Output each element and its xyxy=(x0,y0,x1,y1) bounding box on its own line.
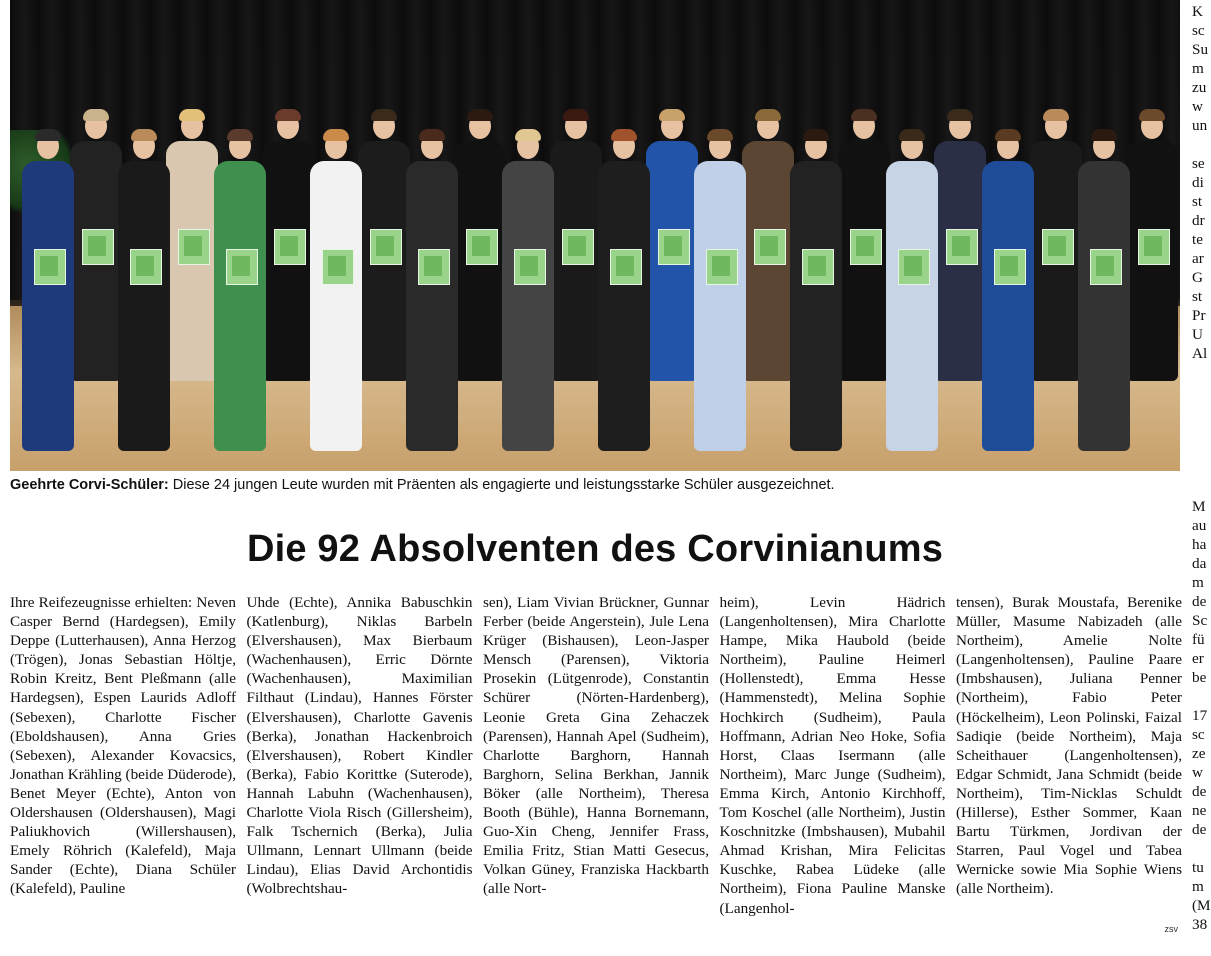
student-figure xyxy=(20,129,76,451)
adjacent-article-edge xyxy=(1192,0,1211,956)
edge-fragment: Pr xyxy=(1192,307,1206,324)
edge-fragment: M xyxy=(1192,498,1206,515)
certificate-icon xyxy=(658,229,690,265)
edge-fragment: ar xyxy=(1192,250,1204,267)
edge-fragment: er xyxy=(1192,650,1204,667)
student-figure xyxy=(500,129,556,451)
edge-fragments-bottom xyxy=(1192,497,1211,934)
student-figure xyxy=(404,129,460,451)
edge-fragment: Su xyxy=(1192,41,1209,58)
caption-bold-lead: Geehrte Corvi-Schüler: xyxy=(10,477,169,493)
certificate-icon xyxy=(226,249,258,285)
edge-fragment: sc xyxy=(1192,22,1205,39)
edge-fragment: tu xyxy=(1192,859,1204,876)
certificate-icon xyxy=(754,229,786,265)
edge-fragment: 17 xyxy=(1192,707,1208,724)
certificate-icon xyxy=(706,249,738,285)
article-headline: Die 92 Absolventen des Corvinianums xyxy=(246,528,944,570)
student-figure xyxy=(1076,129,1132,451)
certificate-icon xyxy=(1090,249,1122,285)
article-column-5: tensen), Burak Moustafa, Berenike Müller, Masume Nabizadeh (alle Northeim), Amelie Nolte (Langenholtensen), Pauline Paare (Imbshausen), Juliana Penner (Northeim), Fabio Peter (Höckelheim), Leon Polinski, Faizal Sadiqie (beide Northeim), Maja Scheithauer (Langenholtensen), Edgar Schmidt, Jana Schmidt (beide Northeim), Tim-Nicklas Schuldt (Hillerse), Esther Sommer, Kaan Bartu Türkmen, Jordivan der Starren, Paul Vogel und Tabea Wernicke sowie Mia Sophie Wiens (alle Northeim). xyxy=(956,594,1182,898)
edge-fragment: au xyxy=(1192,517,1207,534)
student-figure xyxy=(980,129,1036,451)
certificate-icon xyxy=(898,249,930,285)
edge-fragment xyxy=(1192,687,1211,706)
edge-fragment: dr xyxy=(1192,212,1205,229)
edge-fragment: de xyxy=(1192,783,1207,800)
edge-fragment: U xyxy=(1192,326,1203,343)
edge-fragment: de xyxy=(1192,593,1207,610)
edge-fragment: de xyxy=(1192,821,1207,838)
article-column-1: Ihre Reifezeugnisse erhielten: Neven Casper Bernd (Hardegsen), Emily Deppe (Lutterhausen), Anna Herzog (Trögen), Jonas Sebastian Höltje, Robin Kreitz, Bent Pleßmann (alle Hardegsen), Espen Laurids Adloff (Sebexen), Charlotte Fischer (Eboldshausen), Anna Gries (Sebexen), Alexander Kovacsics, Jonathan Krähling (beide Düderode), Benet Meyer (Echte), Anton von Oldershausen (Oldershausen), Magi Paliukhovich (Willershausen), Emely Röhrich (Kalefeld), Maja Sander (Echte), Diana Schüler (Kalefeld), Pauline xyxy=(10,594,236,898)
article-column-3: sen), Liam Vivian Brückner, Gunnar Ferber (beide Angerstein), Jule Lena Krüger (Bishausen), Leon-Jasper Mensch (Parensen), Viktoria Prosekin (Lütgenrode), Constantin Schürer (Nörten-Hardenberg), Leonie Greta Gina Zehaczek (Parensen), Hannah Apel (Sudheim), Charlotte Barghorn, Hannah Barghorn, Selina Berkhan, Jannik Böker (alle Northeim), Theresa Booth (Bühle), Hanna Bornemann, Guo-Xin Cheng, Jennifer Frass, Emilia Fritz, Stian Matti Gesecus, Volkan Güney, Franziska Hackbarth (alle Nort- xyxy=(483,594,709,898)
article-body xyxy=(10,593,1182,943)
edge-fragment: 38 xyxy=(1192,916,1208,933)
certificate-icon xyxy=(802,249,834,285)
edge-fragment: (M xyxy=(1192,897,1211,914)
student-figure xyxy=(596,129,652,451)
certificate-icon xyxy=(610,249,642,285)
agency-mark: zsv xyxy=(1164,924,1178,934)
edge-fragment: un xyxy=(1192,117,1208,134)
student-figure xyxy=(308,129,364,451)
edge-fragment: Al xyxy=(1192,345,1208,362)
certificate-icon xyxy=(82,229,114,265)
student-figure xyxy=(116,129,172,451)
edge-fragment: m xyxy=(1192,60,1204,77)
edge-fragment: Sc xyxy=(1192,612,1208,629)
edge-fragment: be xyxy=(1192,669,1207,686)
edge-fragment xyxy=(1192,839,1211,858)
edge-fragment: G xyxy=(1192,269,1203,286)
certificate-icon xyxy=(994,249,1026,285)
certificate-icon xyxy=(850,229,882,265)
certificate-icon xyxy=(514,249,546,285)
edge-fragment: ne xyxy=(1192,802,1207,819)
edge-fragment: sc xyxy=(1192,726,1205,743)
article-column-2: Uhde (Echte), Annika Babuschkin (Katlenburg), Niklas Barbeln (Elvershausen), Max Bierbaum (Wachenhausen), Erric Dörnte (Wachenhausen), Maximilian Filthaut (Lindau), Hannes Förster (Elvershausen), Charlotte Gavenis (Berka), Jonathan Hackenbroich (Elvershausen), Robert Kindler (Berka), Fabio Korittke (Suterode), Hannah Labuhn (Wachenhausen), Charlotte Viola Risch (Gillersheim), Falk Tschernich (Berka), Julia Ullmann, Lennart Ullmann (beide Lindau), Elias David Archontidis (Wolbrechtshau- xyxy=(246,594,473,898)
edge-fragment: fü xyxy=(1192,631,1205,648)
edge-fragment: st xyxy=(1192,193,1203,210)
certificate-icon xyxy=(322,249,354,285)
article-column-4: heim), Levin Hädrich (Langenholtensen), Mira Charlotte Hampe, Mika Haubold (beide Northeim), Pauline Heimerl (Hollenstedt), Emma Hesse (Hammenstedt), Melina Sophie Hochkirch (Sudheim), Paula Hoffmann, Adrian Neo Hoke, Sofia Horst, Claas Isermann (alle Northeim), Marc Junge (Sudheim), Emma Kirch, Antonio Kirchhoff, Tom Koschel (alle Northeim), Justin Koschnitzke (Imbshausen), Mubahil Ahmad Krishan, Mira Felicitas Kuschke, Rabea Lüdeke (alle Northeim), Fiona Pauline Manske (Langenhol- xyxy=(719,594,946,917)
certificate-icon xyxy=(370,229,402,265)
caption-text: Diese 24 jungen Leute wurden mit Präenten als engagierte und leistungsstarke Schüler ausgezeichnet. xyxy=(168,477,835,493)
certificate-icon xyxy=(562,229,594,265)
edge-fragment: w xyxy=(1192,764,1203,781)
certificate-icon xyxy=(178,229,210,265)
certificate-icon xyxy=(946,229,978,265)
certificate-icon xyxy=(274,229,306,265)
edge-fragment: m xyxy=(1192,878,1204,895)
student-figure xyxy=(788,129,844,451)
certificate-icon xyxy=(34,249,66,285)
edge-fragment: zu xyxy=(1192,79,1207,96)
student-figure xyxy=(212,129,268,451)
certificate-icon xyxy=(130,249,162,285)
certificate-icon xyxy=(1138,229,1170,265)
edge-fragments-top xyxy=(1192,2,1208,363)
certificate-icon xyxy=(1042,229,1074,265)
edge-fragment: se xyxy=(1192,155,1205,172)
edge-fragment: m xyxy=(1192,574,1204,591)
photo-caption xyxy=(10,477,1180,493)
student-figure xyxy=(884,129,940,451)
edge-fragment: w xyxy=(1192,98,1203,115)
edge-fragment: ze xyxy=(1192,745,1206,762)
edge-fragment: di xyxy=(1192,174,1204,191)
group-photo xyxy=(10,0,1180,471)
student-figure xyxy=(692,129,748,451)
edge-fragment: te xyxy=(1192,231,1203,248)
edge-fragment: ha xyxy=(1192,536,1207,553)
certificate-icon xyxy=(466,229,498,265)
edge-fragment: da xyxy=(1192,555,1207,572)
student-figure xyxy=(1124,109,1180,381)
edge-fragment: st xyxy=(1192,288,1203,305)
edge-fragment: K xyxy=(1192,3,1203,20)
edge-fragment xyxy=(1192,135,1208,154)
certificate-icon xyxy=(418,249,450,285)
